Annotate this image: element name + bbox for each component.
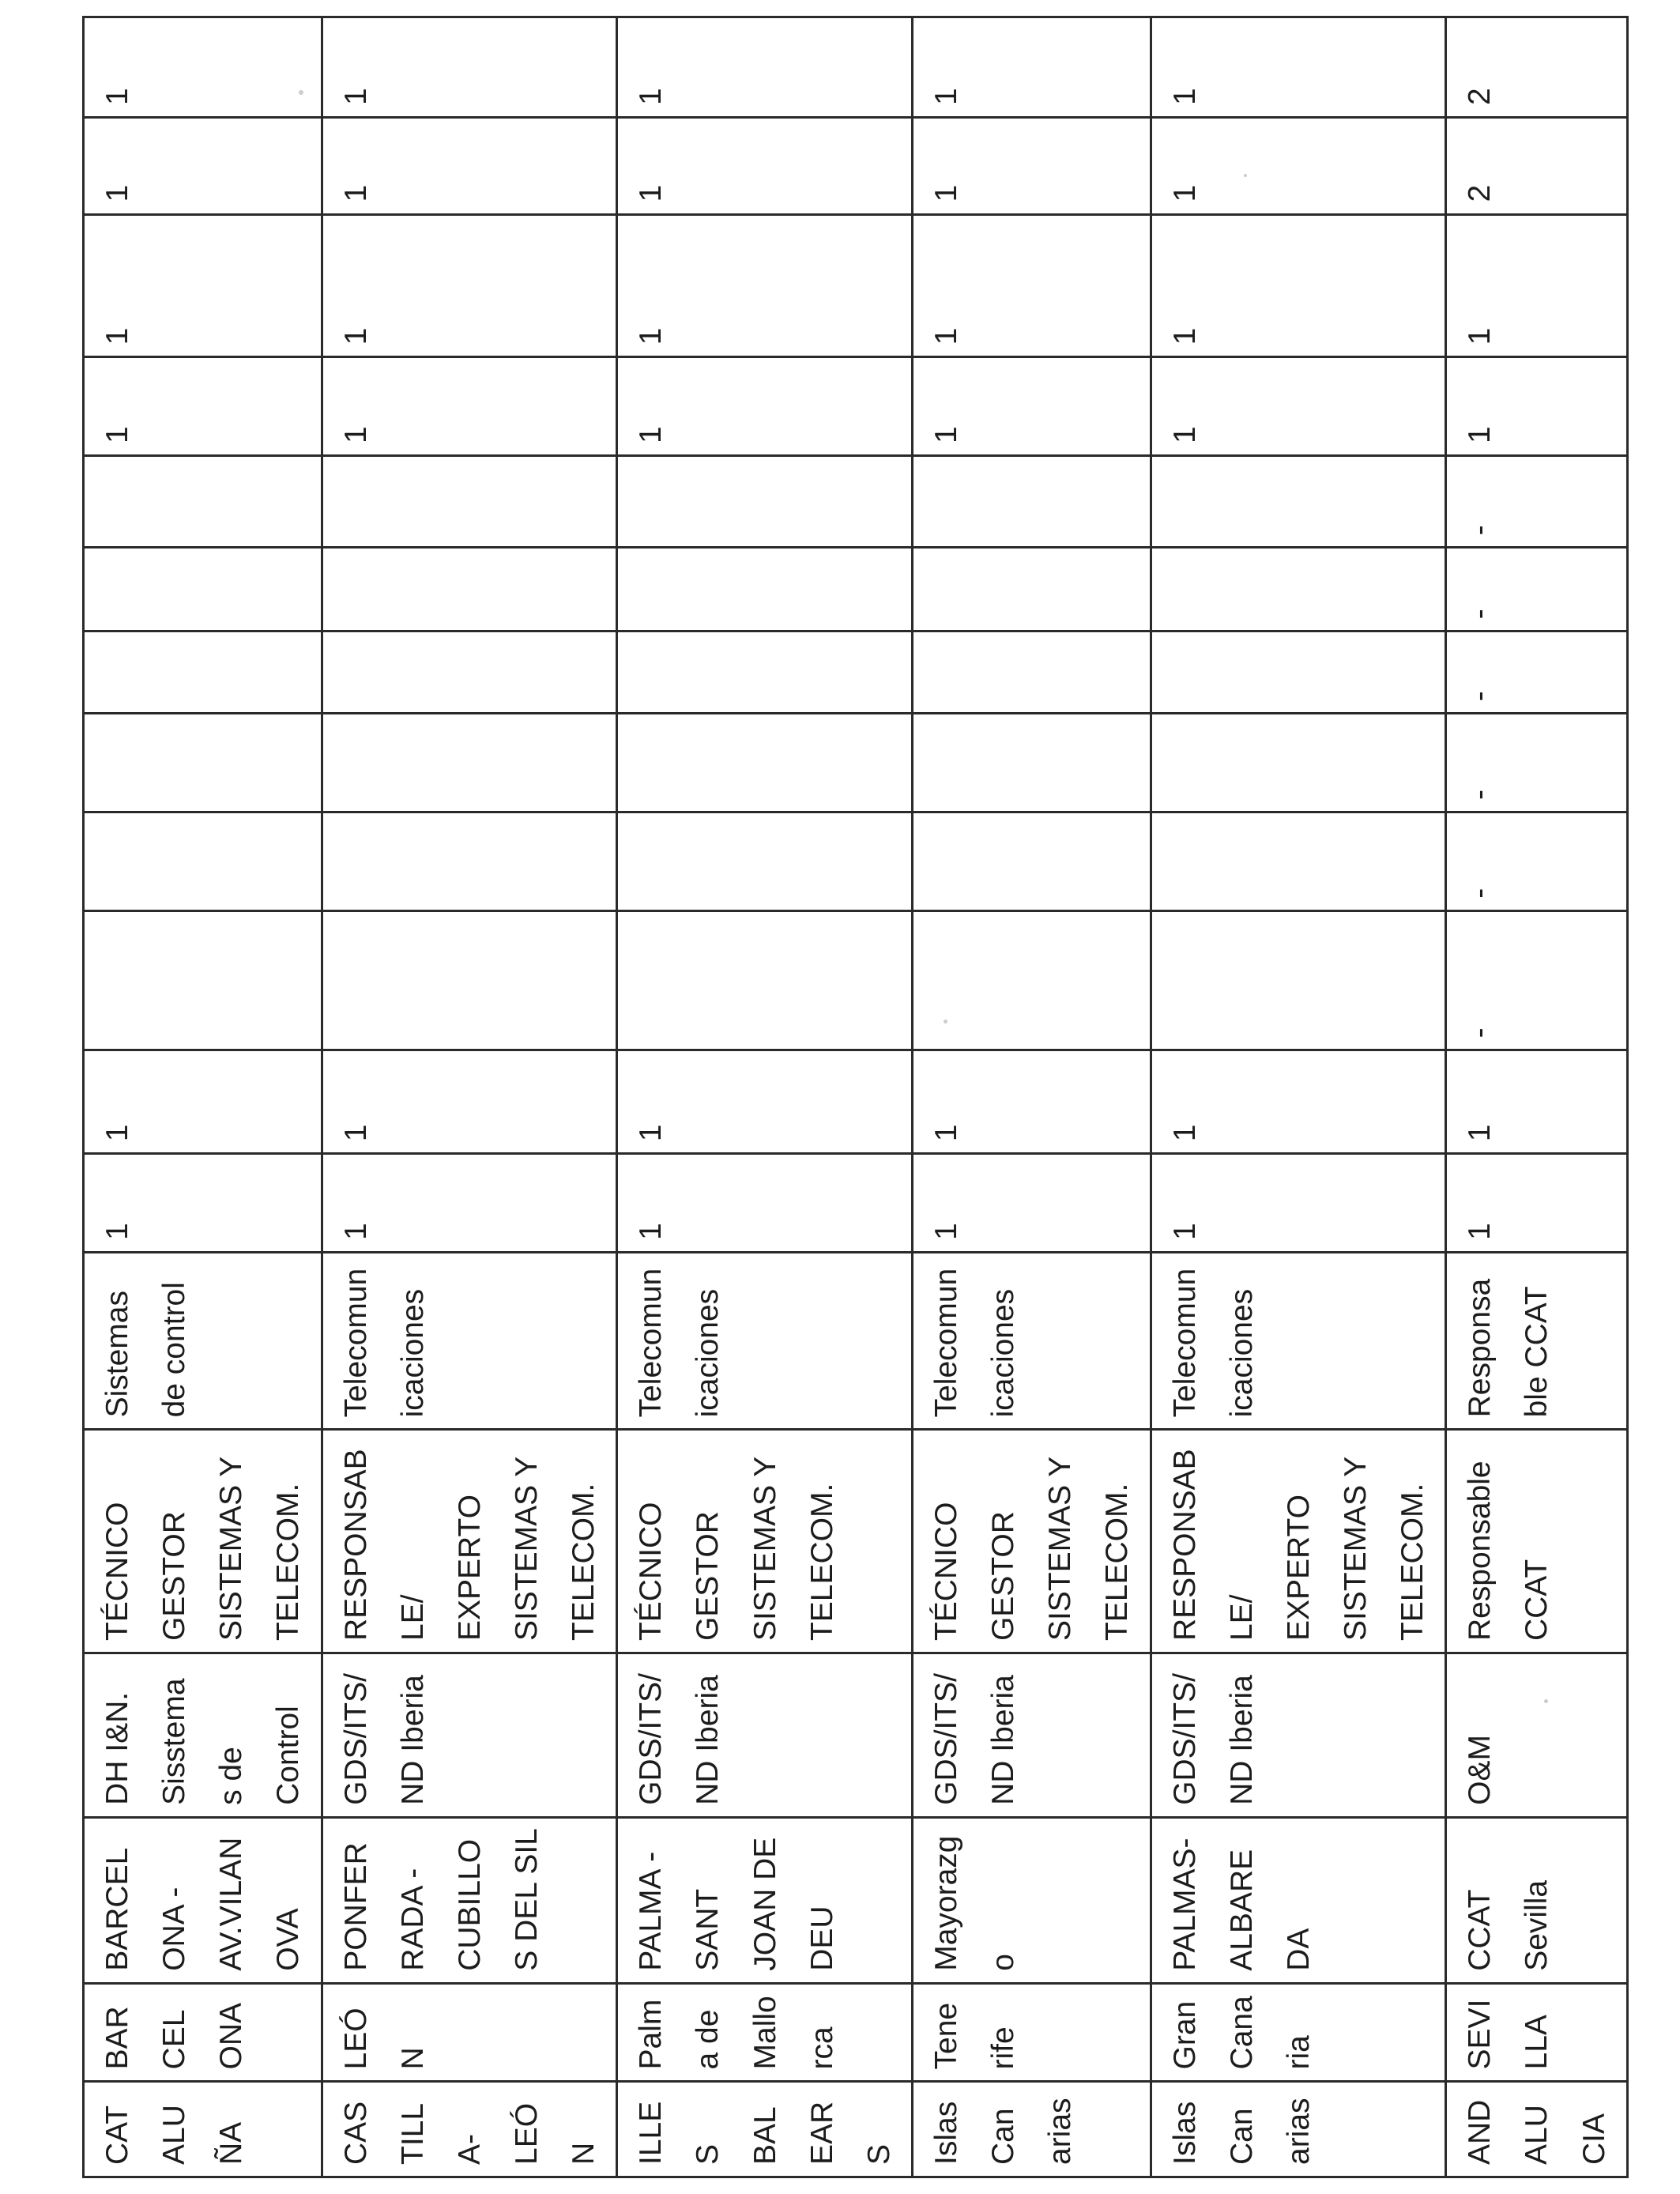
- cell-text: 1: [338, 1223, 373, 1240]
- count-cell: [912, 17, 1151, 118]
- cell-text: RESPONSABLE/ EXPERTO SISTEMAS Y TELECOM.: [338, 1449, 601, 1642]
- cell-text: 1: [1167, 1223, 1202, 1240]
- region-cell: [1446, 2082, 1627, 2177]
- count-cell: [84, 456, 322, 548]
- count-cell: [1151, 456, 1446, 548]
- count-cell: [617, 357, 913, 456]
- cell-text: 1: [100, 1223, 134, 1240]
- count-cell: [617, 548, 913, 631]
- department-cell: [617, 1653, 913, 1818]
- cell-text: GDS/ITS/ND Iberia: [1167, 1673, 1259, 1805]
- cell-text: 1: [1463, 426, 1497, 444]
- cell-text: Telecomunicaciones: [1167, 1268, 1259, 1418]
- cell-text: -: [1463, 609, 1497, 620]
- scan-speck: [1544, 1699, 1548, 1703]
- cell-text: 2: [1463, 184, 1497, 202]
- count-cell: [912, 714, 1151, 812]
- cell-text: CATALUÑA: [100, 2105, 249, 2165]
- cell-text: RESPONSABLE/ EXPERTO SISTEMAS Y TELECOM.: [1167, 1449, 1430, 1642]
- cell-text: CCAT Sevilla: [1463, 1879, 1554, 1971]
- area-cell: [617, 1252, 913, 1429]
- cell-text: 1: [338, 184, 373, 202]
- cell-text: Telecomunicaciones: [634, 1268, 725, 1418]
- cell-text: 1: [1167, 426, 1202, 444]
- province-cell: [84, 1983, 322, 2082]
- count-cell: [322, 357, 617, 456]
- table-row: [84, 17, 322, 2177]
- cell-text: 1: [100, 1124, 134, 1142]
- count-cell: [322, 456, 617, 548]
- count-cell: [84, 357, 322, 456]
- cell-text: 1: [1167, 184, 1202, 202]
- cell-text: Palma de Mallorca: [634, 1996, 839, 2070]
- table-row: [322, 17, 617, 2177]
- cell-text: 1: [929, 426, 963, 444]
- region-cell: [912, 2082, 1151, 2177]
- location-cell: [1446, 1817, 1627, 1983]
- cell-text: GDS/ITS/ND Iberia: [634, 1673, 725, 1805]
- position-cell: [617, 1430, 913, 1653]
- count-cell: [322, 1154, 617, 1253]
- region-cell: [322, 2082, 617, 2177]
- count-cell: [1151, 357, 1446, 456]
- cell-text: O&M: [1463, 1735, 1497, 1805]
- table-row: [912, 17, 1151, 2177]
- count-cell: [1446, 1050, 1627, 1154]
- cell-text: Mayorazgo: [929, 1835, 1021, 1971]
- cell-text: 1: [100, 327, 134, 345]
- count-cell: [912, 214, 1151, 357]
- cell-text: 1: [634, 426, 669, 444]
- cell-text: BARCELONA: [100, 2002, 249, 2070]
- cell-text: -: [1463, 1027, 1497, 1039]
- scanned-page: [82, 16, 1611, 2178]
- cell-text: SEVILLA: [1463, 1999, 1554, 2070]
- count-cell: [912, 357, 1151, 456]
- cell-text: 1: [929, 327, 963, 345]
- cell-text: Tenerife: [929, 2002, 1021, 2070]
- cell-text: BARCELONA - AV.VILANOVA: [100, 1837, 306, 1971]
- cell-text: Telecomunicaciones: [929, 1268, 1021, 1418]
- count-cell: [912, 1154, 1151, 1253]
- count-cell: [1446, 214, 1627, 357]
- count-cell: [84, 631, 322, 714]
- count-cell: [912, 812, 1151, 911]
- table-row: [1446, 17, 1627, 2177]
- department-cell: [322, 1653, 617, 1818]
- cell-text: CASTILLA-LEÓN: [338, 2101, 601, 2165]
- department-cell: [84, 1653, 322, 1818]
- cell-text: Islas Canarias: [929, 2098, 1078, 2165]
- cell-text: 1: [100, 426, 134, 444]
- cell-text: 1: [634, 327, 669, 345]
- count-cell: [1446, 812, 1627, 911]
- province-cell: [1446, 1983, 1627, 2082]
- count-cell: [1446, 910, 1627, 1050]
- position-cell: [322, 1430, 617, 1653]
- cell-text: DH I&N. Sisstemas de Control: [100, 1678, 306, 1805]
- cell-text: 1: [634, 1124, 669, 1142]
- position-cell: [84, 1430, 322, 1653]
- province-cell: [617, 1983, 913, 2082]
- count-cell: [322, 214, 617, 357]
- region-cell: [617, 2082, 913, 2177]
- cell-text: 1: [634, 1223, 669, 1240]
- count-cell: [617, 812, 913, 911]
- count-cell: [912, 1050, 1151, 1154]
- cell-text: 1: [338, 1124, 373, 1142]
- count-cell: [1446, 714, 1627, 812]
- department-cell: [1446, 1653, 1627, 1818]
- cell-text: 1: [1463, 1124, 1497, 1142]
- cell-text: -: [1463, 691, 1497, 702]
- cell-text: PALMA - SANT JOAN DE DEU: [634, 1837, 839, 1971]
- location-cell: [84, 1817, 322, 1983]
- cell-text: 1: [1167, 88, 1202, 105]
- cell-text: TÉCNICO GESTOR SISTEMAS Y TELECOM.: [634, 1457, 839, 1642]
- cell-text: Gran Canaria: [1167, 1996, 1316, 2070]
- cell-text: 1: [634, 184, 669, 202]
- cell-text: 1: [929, 184, 963, 202]
- rotated-table-container: [82, 16, 1611, 2178]
- cell-text: 1: [929, 1223, 963, 1240]
- cell-text: Islas Canarias: [1167, 2098, 1316, 2165]
- cell-text: Sistemas de control: [100, 1282, 192, 1418]
- count-cell: [322, 1050, 617, 1154]
- count-cell: [912, 910, 1151, 1050]
- count-cell: [617, 631, 913, 714]
- count-cell: [84, 714, 322, 812]
- count-cell: [322, 631, 617, 714]
- cell-text: 1: [929, 88, 963, 105]
- location-cell: [617, 1817, 913, 1983]
- cell-text: PALMAS- ALBAREDA: [1167, 1838, 1316, 1971]
- count-cell: [322, 714, 617, 812]
- cell-text: 1: [1463, 327, 1497, 345]
- scan-speck: [1244, 174, 1247, 177]
- location-cell: [322, 1817, 617, 1983]
- cell-text: -: [1463, 525, 1497, 536]
- count-cell: [84, 117, 322, 214]
- cell-text: ILLES BALEARS: [634, 2101, 896, 2165]
- count-cell: [322, 117, 617, 214]
- cell-text: 1: [634, 88, 669, 105]
- department-cell: [912, 1653, 1151, 1818]
- count-cell: [1151, 214, 1446, 357]
- count-cell: [84, 910, 322, 1050]
- count-cell: [84, 812, 322, 911]
- region-cell: [84, 2082, 322, 2177]
- count-cell: [84, 214, 322, 357]
- province-cell: [912, 1983, 1151, 2082]
- count-cell: [912, 117, 1151, 214]
- count-cell: [617, 714, 913, 812]
- cell-text: 1: [338, 88, 373, 105]
- area-cell: [912, 1252, 1151, 1429]
- cell-text: 1: [1167, 327, 1202, 345]
- cell-text: Telecomunicaciones: [338, 1268, 430, 1418]
- cell-text: 1: [338, 327, 373, 345]
- cell-text: LEÓN: [338, 2007, 430, 2070]
- count-cell: [1446, 357, 1627, 456]
- cell-text: 1: [1167, 1124, 1202, 1142]
- count-cell: [1151, 812, 1446, 911]
- count-cell: [84, 1050, 322, 1154]
- count-cell: [617, 117, 913, 214]
- cell-text: PONFERRADA - CUBILLOS DEL SIL: [338, 1828, 544, 1971]
- cell-text: -: [1463, 888, 1497, 899]
- count-cell: [617, 1050, 913, 1154]
- count-cell: [1151, 631, 1446, 714]
- count-cell: [1151, 117, 1446, 214]
- province-cell: [1151, 1983, 1446, 2082]
- cell-text: 1: [1463, 1223, 1497, 1240]
- cell-text: -: [1463, 790, 1497, 800]
- count-cell: [322, 910, 617, 1050]
- count-cell: [1446, 456, 1627, 548]
- count-cell: [1151, 714, 1446, 812]
- area-cell: [1446, 1252, 1627, 1429]
- count-cell: [617, 910, 913, 1050]
- scan-speck: [299, 90, 303, 95]
- count-cell: [1446, 117, 1627, 214]
- position-cell: [1446, 1430, 1627, 1653]
- cell-text: TÉCNICO GESTOR SISTEMAS Y TELECOM.: [929, 1457, 1135, 1642]
- count-cell: [1151, 910, 1446, 1050]
- position-cell: [912, 1430, 1151, 1653]
- count-cell: [617, 17, 913, 118]
- cell-text: 2: [1463, 88, 1497, 105]
- area-cell: [322, 1252, 617, 1429]
- count-cell: [617, 1154, 913, 1253]
- area-cell: [1151, 1252, 1446, 1429]
- count-cell: [1151, 548, 1446, 631]
- cell-text: GDS/ITS/ND Iberia: [929, 1673, 1021, 1805]
- scan-speck: [944, 1020, 947, 1023]
- cell-text: 1: [929, 1124, 963, 1142]
- count-cell: [1446, 17, 1627, 118]
- cell-text: Responsable CCAT: [1463, 1278, 1554, 1418]
- count-cell: [912, 456, 1151, 548]
- count-cell: [912, 548, 1151, 631]
- table-row: [617, 17, 913, 2177]
- cell-text: 1: [338, 426, 373, 444]
- count-cell: [322, 548, 617, 631]
- count-cell: [617, 214, 913, 357]
- location-cell: [1151, 1817, 1446, 1983]
- cell-text: TÉCNICO GESTOR SISTEMAS Y TELECOM.: [100, 1457, 306, 1642]
- cell-text: GDS/ITS/ND Iberia: [338, 1673, 430, 1805]
- region-cell: [1151, 2082, 1446, 2177]
- position-cell: [1151, 1430, 1446, 1653]
- area-cell: [84, 1252, 322, 1429]
- count-cell: [617, 456, 913, 548]
- count-cell: [1151, 1050, 1446, 1154]
- count-cell: [84, 548, 322, 631]
- cell-text: 1: [100, 184, 134, 202]
- count-cell: [1446, 631, 1627, 714]
- count-cell: [1446, 548, 1627, 631]
- department-cell: [1151, 1653, 1446, 1818]
- count-cell: [84, 1154, 322, 1253]
- count-cell: [1446, 1154, 1627, 1253]
- cell-text: 1: [100, 88, 134, 105]
- location-cell: [912, 1817, 1151, 1983]
- staffing-table: [82, 16, 1629, 2178]
- count-cell: [322, 17, 617, 118]
- cell-text: ANDALUCIA: [1463, 2099, 1611, 2165]
- province-cell: [322, 1983, 617, 2082]
- count-cell: [1151, 1154, 1446, 1253]
- cell-text: Responsable CCAT: [1463, 1461, 1554, 1642]
- count-cell: [322, 812, 617, 911]
- count-cell: [1151, 17, 1446, 118]
- count-cell: [912, 631, 1151, 714]
- count-cell: [84, 17, 322, 118]
- table-row: [1151, 17, 1446, 2177]
